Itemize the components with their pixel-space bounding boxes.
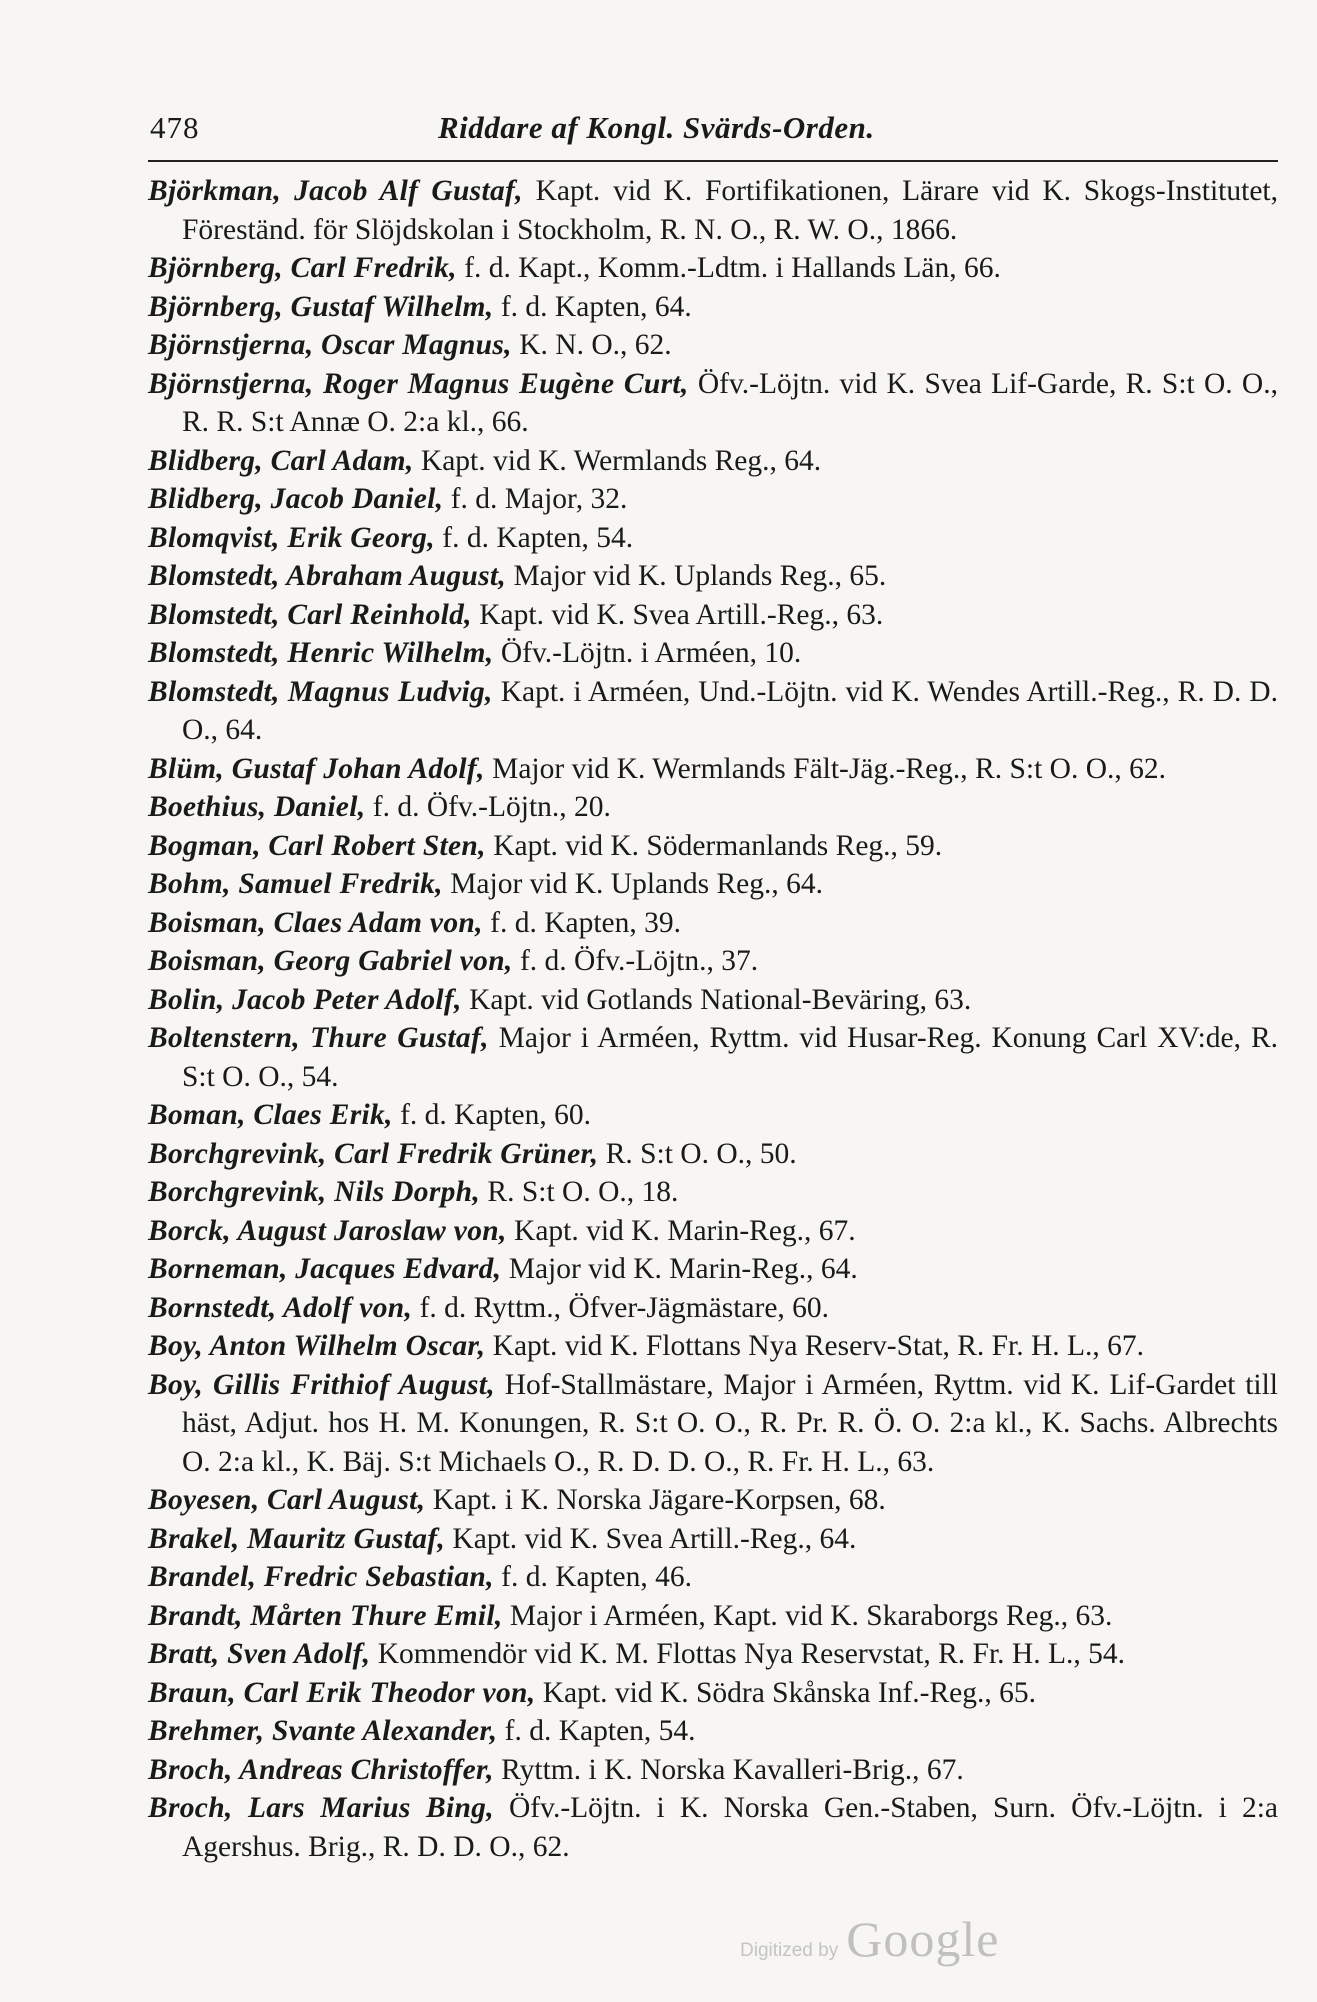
register-entry — [148, 750, 1278, 789]
entry-details: Kapt. vid K. Wermlands Reg., 64. — [413, 444, 822, 477]
page-number: 478 — [150, 110, 200, 145]
entry-name: Bohm, Samuel Fredrik, — [148, 868, 443, 900]
entry-name: Bolin, Jacob Peter Adolf, — [148, 983, 462, 1016]
entry-name: Blüm, Gustaf Johan Adolf, — [148, 752, 485, 785]
entry-name: Broch, Andreas Christoffer, — [148, 1753, 494, 1786]
register-entry — [148, 288, 1278, 327]
entry-name: Boy, Gillis Frithiof August, — [148, 1368, 495, 1401]
entry-name: Boman, Claes Erik, — [148, 1099, 393, 1131]
entry-details: Kapt. vid K. Marin-Reg., 67. — [506, 1214, 856, 1247]
register-entry — [148, 326, 1278, 365]
entry-details: Major vid K. Wermlands Fält-Jäg.-Reg., R. S:t O. O., 62. — [484, 752, 1166, 785]
register-entry — [148, 1135, 1278, 1174]
entry-name: Blomstedt, Henric Wilhelm, — [148, 637, 494, 669]
digitized-by-label: Digitized by — [740, 1940, 839, 1961]
entry-details: f. d. Kapten, 39. — [482, 906, 682, 939]
entry-name: Björnberg, Carl Fredrik, — [148, 252, 457, 284]
entry-name: Brehmer, Svante Alexander, — [148, 1715, 498, 1747]
entry-details: K. N. O., 62. — [511, 329, 672, 361]
entry-name: Bogman, Carl Robert Sten, — [148, 829, 486, 862]
entry-name: Boethius, Daniel, — [148, 791, 366, 823]
entry-details: Major i Arméen, Kapt. vid K. Skaraborgs Reg., 63. — [502, 1599, 1113, 1632]
entry-name: Blomqvist, Erik Georg, — [148, 521, 435, 554]
entry-name: Bornstedt, Adolf von, — [148, 1291, 413, 1324]
register-entry — [148, 827, 1278, 866]
entry-name: Borchgrevink, Carl Fredrik Grüner, — [148, 1137, 599, 1170]
entry-details: Major vid K. Uplands Reg., 65. — [506, 560, 887, 592]
entry-name: Brakel, Mauritz Gustaf, — [148, 1522, 446, 1555]
entry-name: Borck, August Jaroslaw von, — [148, 1214, 507, 1247]
entry-name: Björnberg, Gustaf Wilhelm, — [148, 290, 494, 323]
entry-details: Kapt. vid Gotlands National-Beväring, 63. — [461, 983, 972, 1016]
register-entry — [148, 480, 1278, 519]
register-entry — [148, 942, 1278, 981]
entry-list — [148, 172, 1278, 1866]
entry-name: Borchgrevink, Nils Dorph, — [148, 1176, 481, 1208]
entry-details: Ryttm. i K. Norska Kavalleri-Brig., 67. — [493, 1753, 964, 1786]
register-entry — [148, 1789, 1278, 1866]
entry-details: f. d. Kapt., Komm.-Ldtm. i Hallands Län, 66. — [456, 252, 1001, 284]
register-entry — [148, 1520, 1278, 1559]
entry-name: Boltenstern, Thure Gustaf, — [148, 1022, 489, 1054]
register-entry — [148, 1635, 1278, 1674]
entry-name: Boisman, Claes Adam von, — [148, 906, 483, 939]
register-entry — [148, 865, 1278, 904]
register-entry — [148, 1250, 1278, 1289]
register-entry — [148, 1019, 1278, 1096]
register-entry — [148, 1327, 1278, 1366]
entry-name: Blomstedt, Abraham August, — [148, 560, 507, 592]
register-entry — [148, 1096, 1278, 1135]
register-entry — [148, 788, 1278, 827]
entry-details: Hof-Stallmästare, Major i Arméen, Ryttm. vid K. Lif-Gardet till häst, Adjut. hos H. M. Konungen, R. S:t O. O., R. Pr. R. Ö. O. 2:a kl., K. Sachs. Albrechts O. 2:a kl., K. Bäj. S:t Michaels O., R. D. D. O., R. Fr. H. L., 63. — [182, 1368, 1278, 1478]
entry-details: Kapt. i K. Norska Jägare-Korpsen, 68. — [425, 1484, 886, 1516]
entry-details: f. d. Kapten, 46. — [493, 1561, 693, 1593]
entry-name: Björnstjerna, Oscar Magnus, — [148, 329, 512, 361]
entry-details: Major i Arméen, Ryttm. vid Husar-Reg. Konung Carl XV:de, R. S:t O. O., 54. — [182, 1022, 1278, 1093]
entry-details: f. d. Öfv.-Löjtn., 20. — [365, 791, 611, 823]
entry-details: R. S:t O. O., 50. — [598, 1137, 797, 1170]
register-entry — [148, 365, 1278, 442]
entry-details: f. d. Kapten, 54. — [434, 521, 634, 554]
entry-details: f. d. Kapten, 60. — [392, 1099, 591, 1131]
entry-details: Kapt. vid K. Flottans Nya Reserv-Stat, R. Fr. H. L., 67. — [485, 1330, 1145, 1362]
google-watermark — [740, 1910, 1080, 1970]
register-entry — [148, 1481, 1278, 1520]
running-title: Riddare af Kongl. Svärds-Orden. — [438, 110, 875, 145]
entry-details: f. d. Major, 32. — [443, 483, 628, 515]
entry-details: Major vid K. Marin-Reg., 64. — [501, 1253, 858, 1285]
entry-name: Brandel, Fredric Sebastian, — [148, 1561, 494, 1593]
register-entry — [148, 442, 1278, 481]
google-logo: Google — [846, 1911, 1000, 1967]
entry-details: Kapt. vid K. Södermanlands Reg., 59. — [485, 829, 943, 862]
entry-name: Brandt, Mårten Thure Emil, — [148, 1599, 503, 1632]
register-entry — [148, 634, 1278, 673]
register-entry — [148, 904, 1278, 943]
register-entry — [148, 249, 1278, 288]
register-entry — [148, 1212, 1278, 1251]
entry-details: Major vid K. Uplands Reg., 64. — [442, 868, 823, 900]
entry-details: Öfv.-Löjtn. vid K. Svea Lif-Garde, R. S:t O. O., R. R. S:t Annæ O. 2:a kl., 66. — [182, 367, 1278, 438]
entry-details: Kapt. i Arméen, Und.-Löjtn. vid K. Wendes Artill.-Reg., R. D. D. O., 64. — [182, 675, 1278, 746]
register-entry — [148, 1751, 1278, 1790]
entry-details: Kapt. vid K. Södra Skånska Inf.-Reg., 65. — [535, 1676, 1036, 1709]
register-entry — [148, 172, 1278, 249]
entry-details: f. d. Ryttm., Öfver-Jägmästare, 60. — [412, 1291, 830, 1324]
register-entry — [148, 1289, 1278, 1328]
entry-name: Blomstedt, Carl Reinhold, — [148, 598, 472, 631]
entry-details: f. d. Kapten, 54. — [497, 1715, 696, 1747]
entry-name: Broch, Lars Marius Bing, — [148, 1792, 494, 1824]
entry-name: Blidberg, Carl Adam, — [148, 444, 414, 477]
entry-name: Borneman, Jacques Edvard, — [148, 1253, 502, 1285]
entry-name: Blidberg, Jacob Daniel, — [148, 483, 444, 515]
register-entry — [148, 981, 1278, 1020]
entry-details: Kapt. vid K. Svea Artill.-Reg., 63. — [471, 598, 884, 631]
entry-details: f. d. Kapten, 64. — [493, 290, 692, 323]
register-entry — [148, 1712, 1278, 1751]
entry-details: R. S:t O. O., 18. — [480, 1176, 679, 1208]
entry-name: Blomstedt, Magnus Ludvig, — [148, 675, 493, 708]
register-entry — [148, 557, 1278, 596]
entry-name: Björkman, Jacob Alf Gustaf, — [148, 175, 523, 207]
page-header — [148, 110, 1278, 162]
entry-details: Kapt. vid K. Fortifikationen, Lärare vid K. Skogs-Institutet, Föreständ. för Slöjdskolan i Stockholm, R. N. O., R. W. O., 1866. — [182, 175, 1278, 246]
register-entry — [148, 1366, 1278, 1482]
register-entry — [148, 1674, 1278, 1713]
entry-name: Bratt, Sven Adolf, — [148, 1638, 371, 1670]
register-entry — [148, 519, 1278, 558]
register-entry — [148, 596, 1278, 635]
register-entry — [148, 1597, 1278, 1636]
entry-name: Braun, Carl Erik Theodor von, — [148, 1676, 536, 1709]
entry-details: Öfv.-Löjtn. i Arméen, 10. — [493, 637, 802, 669]
entry-details: f. d. Öfv.-Löjtn., 37. — [512, 945, 759, 977]
entry-name: Boy, Anton Wilhelm Oscar, — [148, 1330, 486, 1362]
book-page — [148, 110, 1278, 1866]
entry-details: Kommendör vid K. M. Flottas Nya Reservstat, R. Fr. H. L., 54. — [370, 1638, 1125, 1670]
entry-name: Boisman, Georg Gabriel von, — [148, 945, 513, 977]
entry-details: Öfv.-Löjtn. i K. Norska Gen.-Staben, Surn. Öfv.-Löjtn. i 2:a Agershus. Brig., R. D. D. O., 62. — [182, 1792, 1278, 1863]
register-entry — [148, 673, 1278, 750]
entry-name: Björnstjerna, Roger Magnus Eugène Curt, — [148, 367, 689, 400]
entry-name: Boyesen, Carl August, — [148, 1484, 426, 1516]
register-entry — [148, 1558, 1278, 1597]
register-entry — [148, 1173, 1278, 1212]
entry-details: Kapt. vid K. Svea Artill.-Reg., 64. — [445, 1522, 857, 1555]
